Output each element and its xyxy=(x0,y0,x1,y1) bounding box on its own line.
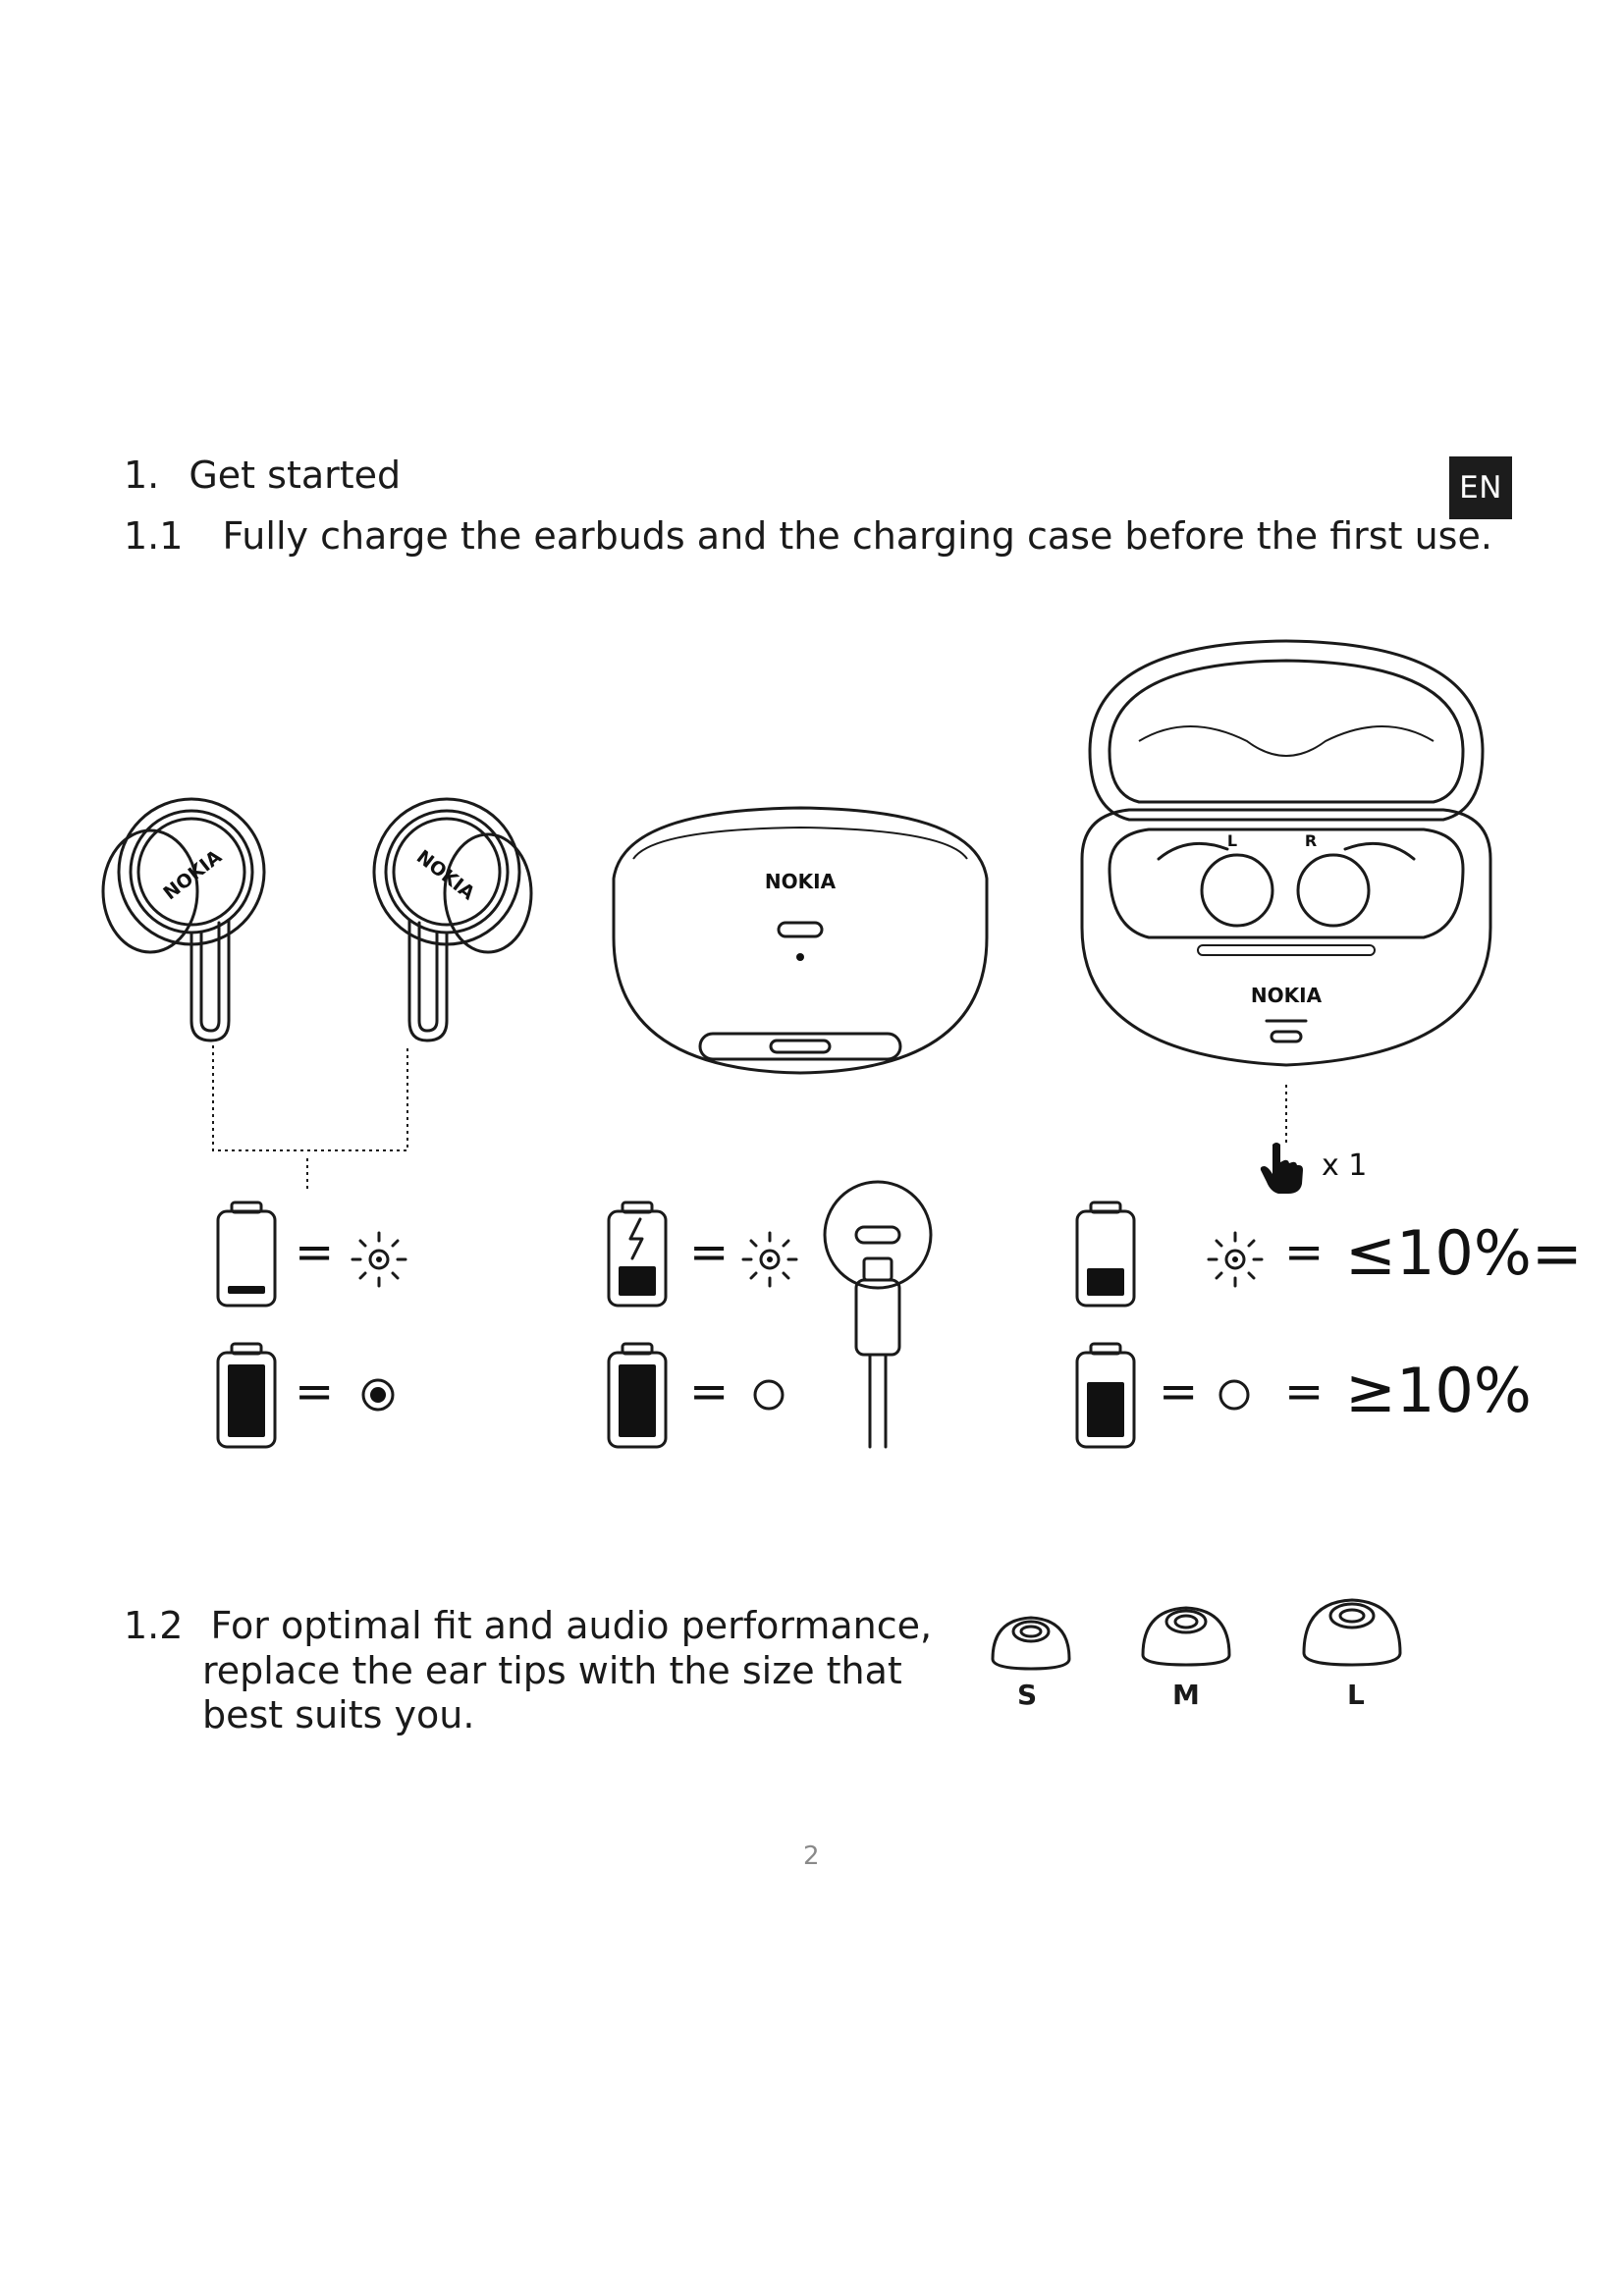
step-1-1 xyxy=(124,514,1492,560)
brand-logo: NOKIA xyxy=(1250,984,1323,1007)
section-title: Get started xyxy=(189,454,402,497)
equals-sign: = xyxy=(689,1225,730,1280)
led-blinking-icon xyxy=(1206,1230,1265,1289)
earbuds-illustration xyxy=(93,785,545,1198)
right-slot-label: R xyxy=(1304,831,1318,850)
high-battery-threshold: ≥10% xyxy=(1345,1355,1532,1426)
equals-sign: = xyxy=(1159,1364,1199,1419)
step-number: 1.1 xyxy=(124,514,184,558)
battery-full-icon xyxy=(605,1341,670,1451)
low-battery-threshold: ≤10%= xyxy=(1345,1217,1583,1289)
step-1-2 xyxy=(124,1604,932,1649)
left-slot-label: L xyxy=(1226,831,1238,850)
page-number: 2 xyxy=(803,1842,820,1871)
led-off-icon xyxy=(750,1376,787,1414)
ear-tip-size-label: S xyxy=(1017,1679,1038,1711)
ear-tip-medium-icon xyxy=(1137,1598,1235,1682)
led-blinking-icon xyxy=(740,1230,799,1289)
brand-logo: NOKIA xyxy=(159,845,227,905)
section-number: 1. xyxy=(124,454,160,497)
equals-sign: = xyxy=(689,1364,730,1419)
ear-tip-large-icon xyxy=(1298,1590,1406,1682)
charging-case-closed xyxy=(594,790,1006,1085)
ear-tip-size-label: M xyxy=(1172,1679,1200,1711)
step-text-line: For optimal fit and audio performance, xyxy=(210,1604,933,1647)
battery-full-icon xyxy=(214,1341,279,1451)
battery-low-icon xyxy=(1073,1200,1138,1309)
battery-full-icon xyxy=(1073,1341,1138,1451)
equals-sign: = xyxy=(295,1225,335,1280)
step-text-line: replace the ear tips with the size that xyxy=(202,1649,902,1692)
equals-sign: = xyxy=(295,1364,335,1419)
step-text: Fully charge the earbuds and the charging case before the first use. xyxy=(222,514,1492,558)
equals-sign: = xyxy=(1284,1225,1325,1280)
led-blinking-icon xyxy=(350,1230,408,1289)
led-off-icon xyxy=(1216,1376,1253,1414)
battery-low-icon xyxy=(214,1200,279,1309)
ear-tip-small-icon xyxy=(987,1610,1075,1688)
battery-charging-icon xyxy=(605,1200,670,1309)
led-solid-icon xyxy=(359,1376,397,1414)
section-heading xyxy=(124,454,401,499)
finger-press-icon xyxy=(1259,1141,1306,1196)
language-badge: EN xyxy=(1449,456,1512,519)
charging-case-open xyxy=(1070,633,1502,1085)
step-number: 1.2 xyxy=(124,1604,184,1647)
brand-logo: NOKIA xyxy=(411,845,479,905)
usb-c-cable-icon xyxy=(821,1178,935,1453)
press-count: x 1 xyxy=(1322,1148,1368,1183)
equals-sign: = xyxy=(1284,1364,1325,1419)
ear-tip-size-label: L xyxy=(1347,1679,1365,1711)
step-text-line: best suits you. xyxy=(202,1693,475,1736)
brand-logo: NOKIA xyxy=(764,870,837,893)
